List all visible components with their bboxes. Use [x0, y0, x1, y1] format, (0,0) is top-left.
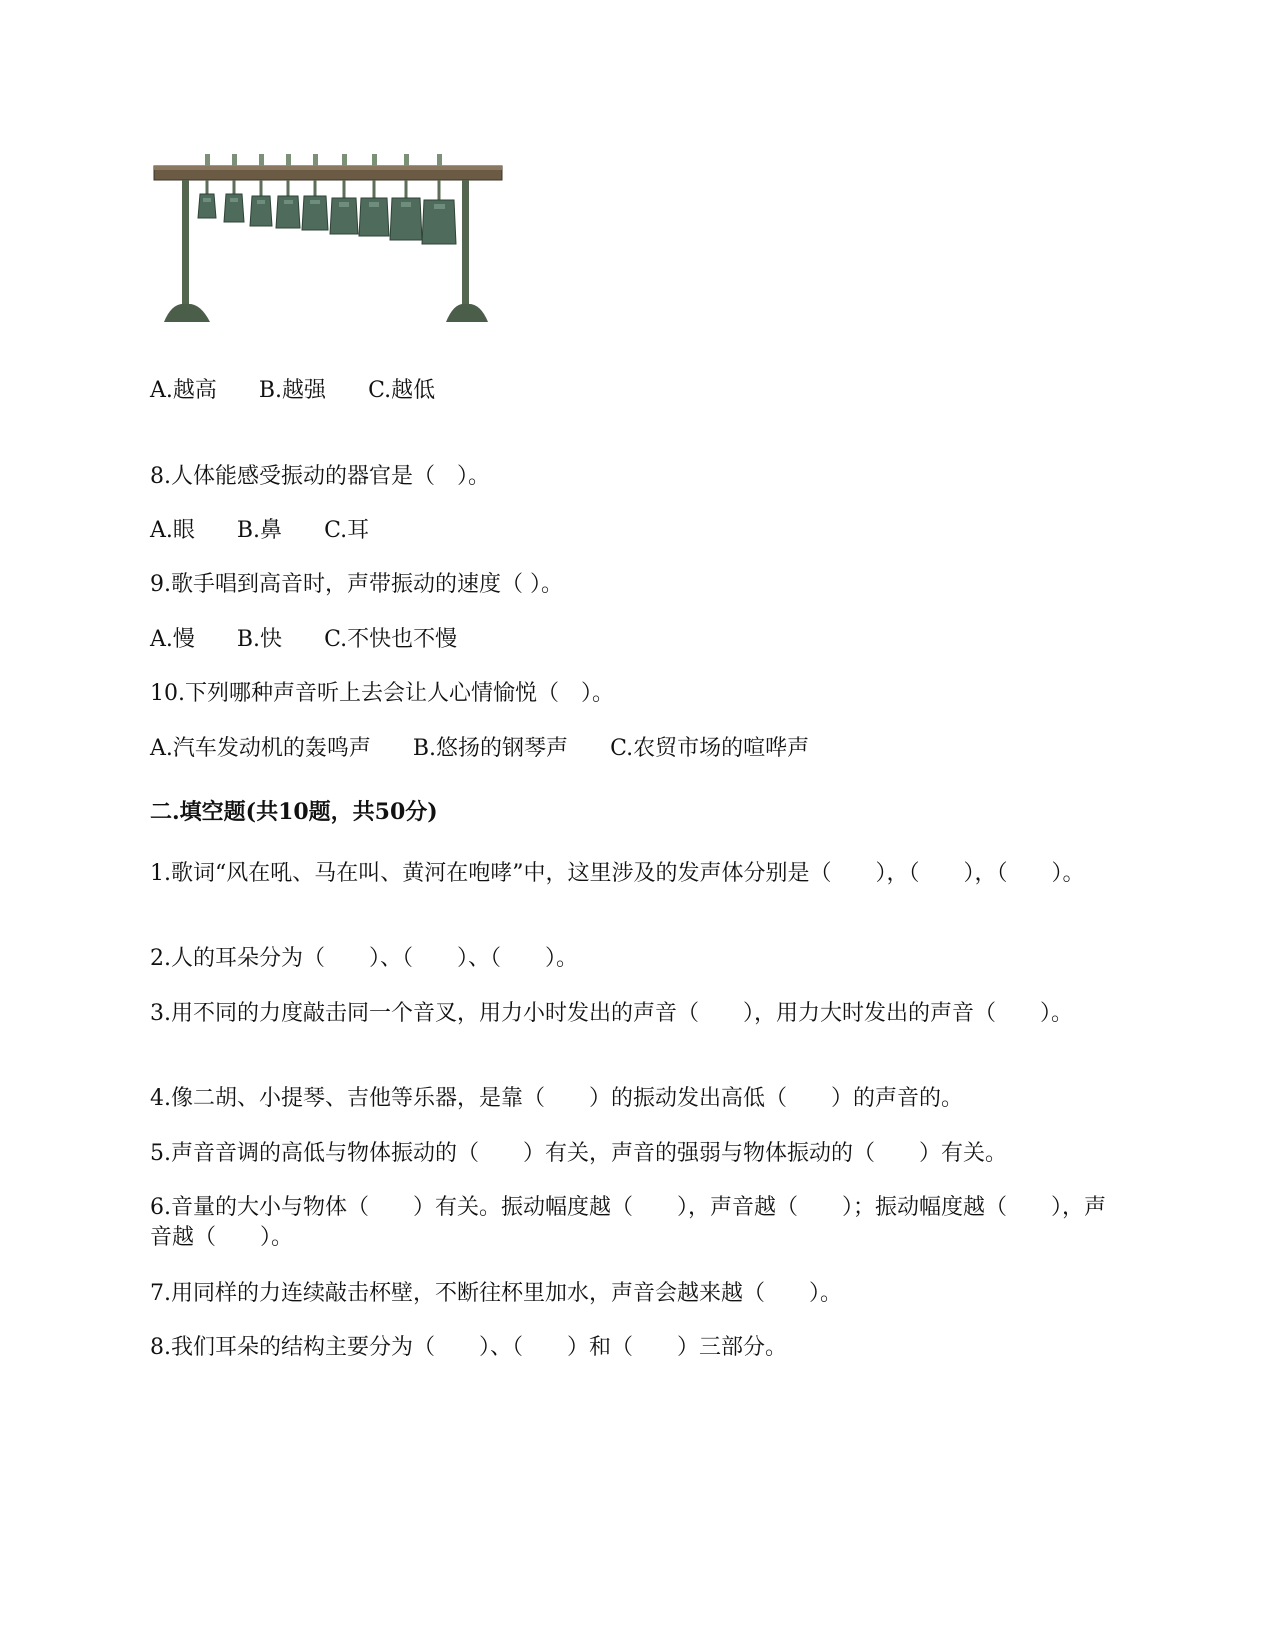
option-a: A.汽车发动机的轰鸣声: [150, 736, 371, 761]
fill-blank-item-8: 8.我们耳朵的结构主要分为（ ）、（ ）和（ ）三部分。: [150, 1335, 787, 1360]
fill-blank-item-5: 5.声音音调的高低与物体振动的（ ）有关，声音的强弱与物体振动的（ ）有关。: [150, 1141, 1007, 1166]
chime-bells-illustration: [150, 152, 530, 340]
question-10: 10.下列哪种声音听上去会让人心情愉悦（ ）。: [150, 681, 614, 706]
fill-blank-item-1: 1.歌词“风在吼、马在叫、黄河在咆哮”中，这里涉及的发声体分别是（ ），（ ），（ ）。: [150, 861, 1085, 886]
fill-blank-item-7: 7.用同样的力连续敲击杯壁，不断往杯里加水，声音会越来越（ ）。: [150, 1281, 842, 1306]
fill-blank-item-3: 3.用不同的力度敲击同一个音叉，用力小时发出的声音（ ），用力大时发出的声音（ ）。: [150, 1001, 1073, 1026]
option-b: B.快: [236, 627, 283, 652]
option-a: A.慢: [150, 627, 195, 652]
question-9: 9.歌手唱到高音时，声带振动的速度（ ）。: [150, 572, 563, 597]
question-8-options: [150, 516, 369, 546]
question-8: 8.人体能感受振动的器官是（ ）。: [150, 464, 490, 489]
option-c: C.不快也不慢: [324, 627, 458, 652]
question-9-options: [150, 625, 457, 655]
option-b: B.越强: [258, 378, 327, 403]
option-b: B.悠扬的钢琴声: [412, 736, 569, 761]
prev-question-options: [150, 376, 435, 406]
fill-blank-item-6: 6.音量的大小与物体（ ）有关。振动幅度越（ ），声音越（ ）；振动幅度越（ ），声音越（ ）。: [150, 1195, 1106, 1250]
option-c: C.耳: [324, 518, 370, 543]
option-c: C.越低: [368, 378, 436, 403]
option-b: B.鼻: [236, 518, 283, 543]
fill-blank-item-2: 2.人的耳朵分为（ ）、（ ）、（ ）。: [150, 946, 578, 971]
option-a: A.越高: [150, 378, 217, 403]
option-a: A.眼: [150, 518, 195, 543]
question-10-options: [150, 734, 809, 764]
section-2-title: 二.填空题(共10题，共50分): [150, 799, 438, 825]
option-c: C.农贸市场的喧哗声: [610, 736, 810, 761]
fill-blank-item-4: 4.像二胡、小提琴、吉他等乐器，是靠（ ）的振动发出高低（ ）的声音的。: [150, 1086, 963, 1111]
